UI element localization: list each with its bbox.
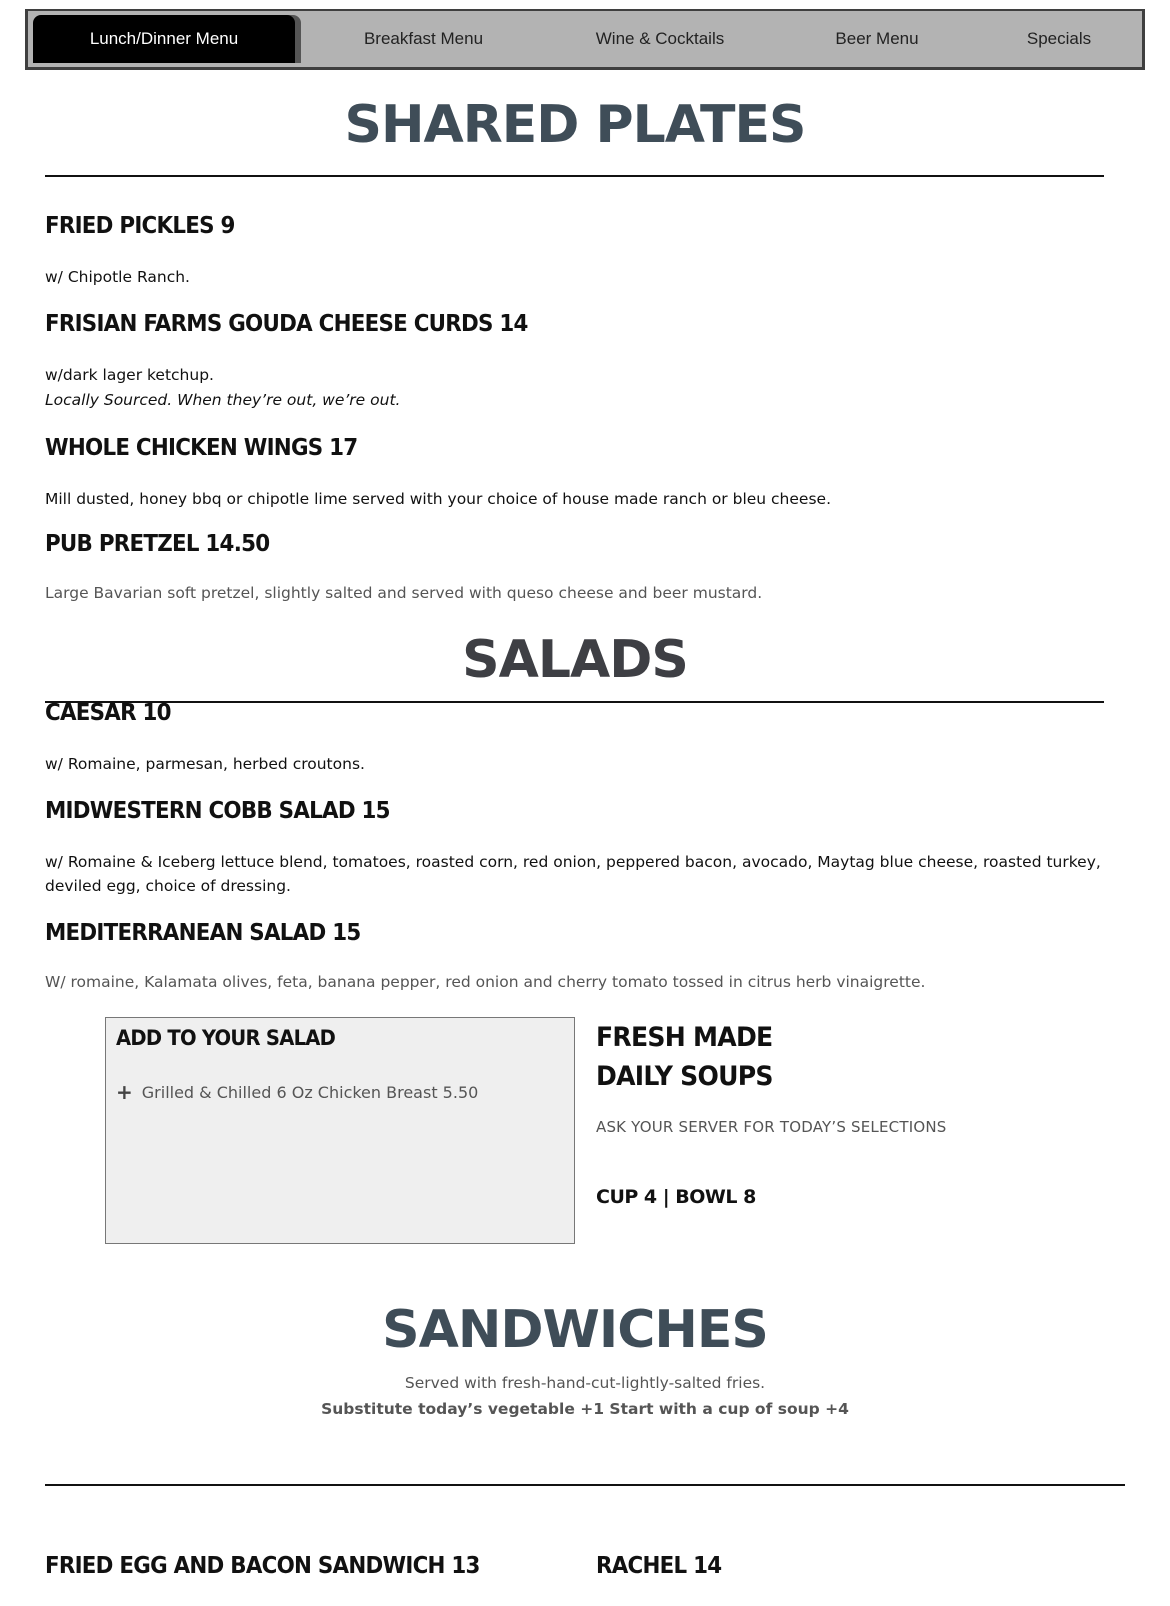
soups-price: CUP 4 | BOWL 8: [596, 1186, 756, 1208]
tab-beer-menu[interactable]: Beer Menu: [835, 29, 919, 48]
shared-plates-title: SHARED PLATES: [344, 95, 806, 155]
menu-item-desc: W/ romaine, Kalamata olives, feta, banana pepper, red onion and cherry tomato tossed in citrus herb vinaigrette.: [45, 973, 926, 991]
tab-wine-cocktails[interactable]: Wine & Cocktails: [595, 29, 725, 48]
menu-item-title: FRISIAN FARMS GOUDA CHEESE CURDS 14: [45, 311, 528, 337]
soups-title: [596, 1018, 773, 1096]
plus-icon: +: [116, 1080, 133, 1104]
add-item-label: Grilled & Chilled 6 Oz Chicken Breast 5.50: [141, 1082, 479, 1102]
soups-ask: ASK YOUR SERVER FOR TODAY’S SELECTIONS: [596, 1118, 947, 1136]
tab-lunch-dinner-menu[interactable]: Lunch/Dinner Menu: [33, 15, 295, 63]
add-to-salad-title: ADD TO YOUR SALAD: [116, 1026, 336, 1050]
menu-item-desc: w/ Chipotle Ranch.: [45, 268, 190, 286]
menu-item-desc: w/ Romaine, parmesan, herbed croutons.: [45, 755, 365, 773]
list-item: [116, 1080, 478, 1104]
menu-item-title: MEDITERRANEAN SALAD 15: [45, 920, 361, 946]
salads-title: SALADS: [462, 630, 688, 690]
menu-item-title: MIDWESTERN COBB SALAD 15: [45, 798, 390, 824]
tab-breakfast-menu[interactable]: Breakfast Menu: [363, 29, 484, 48]
menu-item-desc: Mill dusted, honey bbq or chipotle lime served with your choice of house made ranch or bleu cheese.: [45, 490, 831, 508]
menu-item-desc: w/ Romaine & Iceberg lettuce blend, tomatoes, roasted corn, red onion, peppered bacon, avocado, Maytag blue cheese, roasted turkey, deviled egg, choice of dressing.: [45, 853, 1101, 895]
add-to-salad-box: [105, 1017, 575, 1244]
menu-item-title: CAESAR 10: [45, 700, 171, 726]
menu-nav: [25, 9, 1145, 70]
menu-item-desc: w/dark lager ketchup.: [45, 366, 214, 384]
sandwiches-served-with: Served with fresh-hand-cut-lightly-salted fries.: [404, 1374, 766, 1392]
soups-title-line: FRESH MADE: [596, 1022, 773, 1053]
sandwiches-substitute: Substitute today’s vegetable +1 Start with a cup of soup +4: [321, 1400, 849, 1418]
section-divider: [45, 1484, 1125, 1486]
section-divider: [45, 175, 1104, 177]
menu-item-title: RACHEL 14: [596, 1553, 722, 1579]
menu-item-title: FRIED PICKLES 9: [45, 213, 235, 239]
menu-item-title: WHOLE CHICKEN WINGS 17: [45, 435, 358, 461]
menu-item-desc: Large Bavarian soft pretzel, slightly salted and served with queso cheese and beer mustard.: [45, 584, 763, 602]
menu-item-note: Locally Sourced. When they’re out, we’re out.: [45, 391, 401, 409]
menu-item-title: PUB PRETZEL 14.50: [45, 531, 270, 557]
sandwiches-title: SANDWICHES: [382, 1300, 768, 1360]
menu-item-title: FRIED EGG AND BACON SANDWICH 13: [45, 1553, 480, 1579]
section-divider: [45, 701, 1104, 703]
tab-specials[interactable]: Specials: [1026, 29, 1092, 48]
soups-title-line: DAILY SOUPS: [596, 1061, 773, 1092]
